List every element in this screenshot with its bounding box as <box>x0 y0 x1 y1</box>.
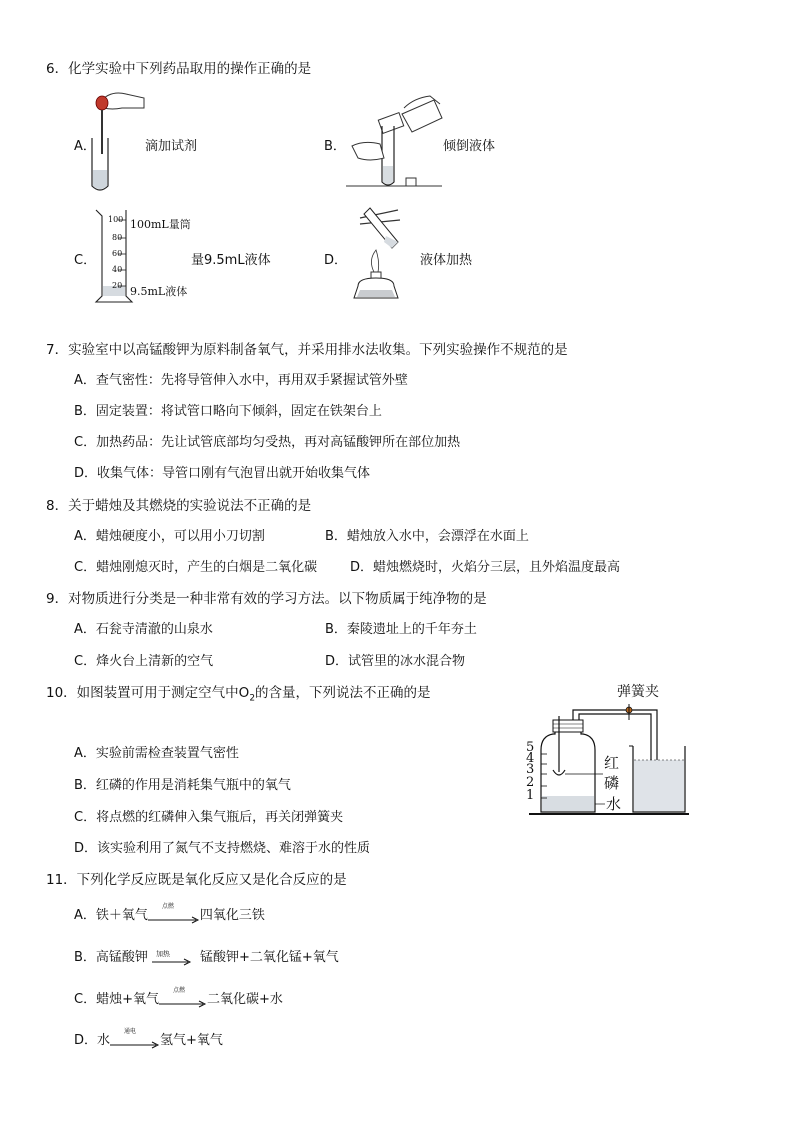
jar-scale-2: 2 <box>526 775 535 790</box>
q6-stem: 6．化学实验中下列药品取用的操作正确的是 <box>46 61 312 77</box>
q6-option-a-letter: A． <box>74 139 96 154</box>
reaction-arrow: 点燃 <box>148 909 200 923</box>
q10-option-d: D．该实验利用了氮气不支持燃烧、难溶于水的性质 <box>74 841 371 856</box>
cylinder-tick-60: 60 <box>112 249 123 258</box>
cylinder-tick-20: 20 <box>112 281 123 290</box>
q10-option-b: B．红磷的作用是消耗集气瓶中的氧气 <box>74 778 291 793</box>
q6-option-b-label: 倾倒液体 <box>443 139 496 154</box>
q7-option-c: C．加热药品：先让试管底部均匀受热，再对高锰酸钾所在部位加热 <box>74 435 461 450</box>
q6-option-b-letter: B． <box>324 139 346 154</box>
q8-option-c: C．蜡烛刚熄灭时，产生的白烟是二氧化碳 <box>74 560 318 575</box>
q7-option-b: B．固定装置：将试管口略向下倾斜，固定在铁架台上 <box>74 404 382 419</box>
water-label: 水 <box>606 795 622 813</box>
q8-option-a: A．蜡烛硬度小，可以用小刀切割 <box>74 529 265 544</box>
q8-option-b: B．蜡烛放入水中，会漂浮在水面上 <box>325 529 529 544</box>
q6-option-a-label: 滴加试剂 <box>145 139 198 154</box>
red-phosphorus-label-1: 红 <box>604 754 620 772</box>
q9-stem: 9．对物质进行分类是一种非常有效的学习方法。以下物质属于纯净物的是 <box>46 591 487 607</box>
reaction-arrow: 点燃 <box>159 993 207 1007</box>
q9-option-c: C．烽火台上清新的空气 <box>74 654 214 669</box>
q9-option-d: D．试管里的冰水混合物 <box>325 654 466 669</box>
red-phosphorus-label-2: 磷 <box>604 774 620 792</box>
q11-option-b: B．高锰酸钾 加热 锰酸钾+二氧化锰+氧气 <box>74 949 339 965</box>
q6-option-c-label: 量9.5mL液体 <box>191 253 271 268</box>
cylinder-reading: 9.5mL液体 <box>130 285 188 298</box>
q8-option-d: D．蜡烛燃烧时，火焰分三层，且外焰温度最高 <box>350 560 621 575</box>
jar-scale-5: 5 <box>526 740 535 755</box>
reaction-arrow: 加热 <box>152 951 196 965</box>
q6-option-d-letter: D． <box>324 253 348 268</box>
q9-option-b: B．秦陵遗址上的千年夯土 <box>325 622 477 637</box>
heating-liquid-figure <box>344 206 420 306</box>
q10-option-a: A．实验前需检查装置气密性 <box>74 746 239 761</box>
q6-option-c-letter: C． <box>74 253 97 268</box>
cylinder-tick-40: 40 <box>112 265 123 274</box>
q10-stem: 10．如图装置可用于测定空气中$O_2$的含量，下列说法不正确的是 <box>46 685 431 704</box>
cylinder-title: 100mL量筒 <box>130 218 191 231</box>
cylinder-tick-100: 100 <box>108 215 124 224</box>
q8-stem: 8．关于蜡烛及其燃烧的实验说法不正确的是 <box>46 498 312 514</box>
jar-scale-3: 3 <box>526 762 535 777</box>
q11-option-a: A．铁＋氧气 点燃 四氧化三铁 <box>74 902 265 923</box>
q10-option-c: C．将点燃的红磷伸入集气瓶后，再关闭弹簧夹 <box>74 810 344 825</box>
q7-stem: 7．实验室中以高锰酸钾为原料制备氧气，并采用排水法收集。下列实验操作不规范的是 <box>46 342 568 358</box>
jar-scale-4: 4 <box>526 751 535 766</box>
q11-option-d: D．水 通电 氢气+氧气 <box>74 1027 223 1048</box>
jar-scale-1: 1 <box>526 788 535 803</box>
q11-option-c: C．蜡烛+氧气 点燃 二氧化碳+水 <box>74 986 283 1007</box>
cylinder-tick-80: 80 <box>112 233 123 242</box>
q7-option-d: D．收集气体：导管口刚有气泡冒出就开始收集气体 <box>74 466 371 481</box>
spring-clip-label: 弹簧夹 <box>617 684 659 700</box>
q9-option-a: A．石瓮寺清澈的山泉水 <box>74 622 213 637</box>
q6-option-d-label: 液体加热 <box>420 253 473 268</box>
q11-stem: 11．下列化学反应既是氧化反应又是化合反应的是 <box>46 872 347 888</box>
dropper-test-tube-figure <box>86 88 146 194</box>
reaction-arrow: 通电 <box>110 1034 160 1048</box>
pouring-liquid-figure <box>344 96 444 190</box>
q7-option-a: A．查气密性：先将导管伸入水中，再用双手紧握试管外壁 <box>74 373 408 388</box>
